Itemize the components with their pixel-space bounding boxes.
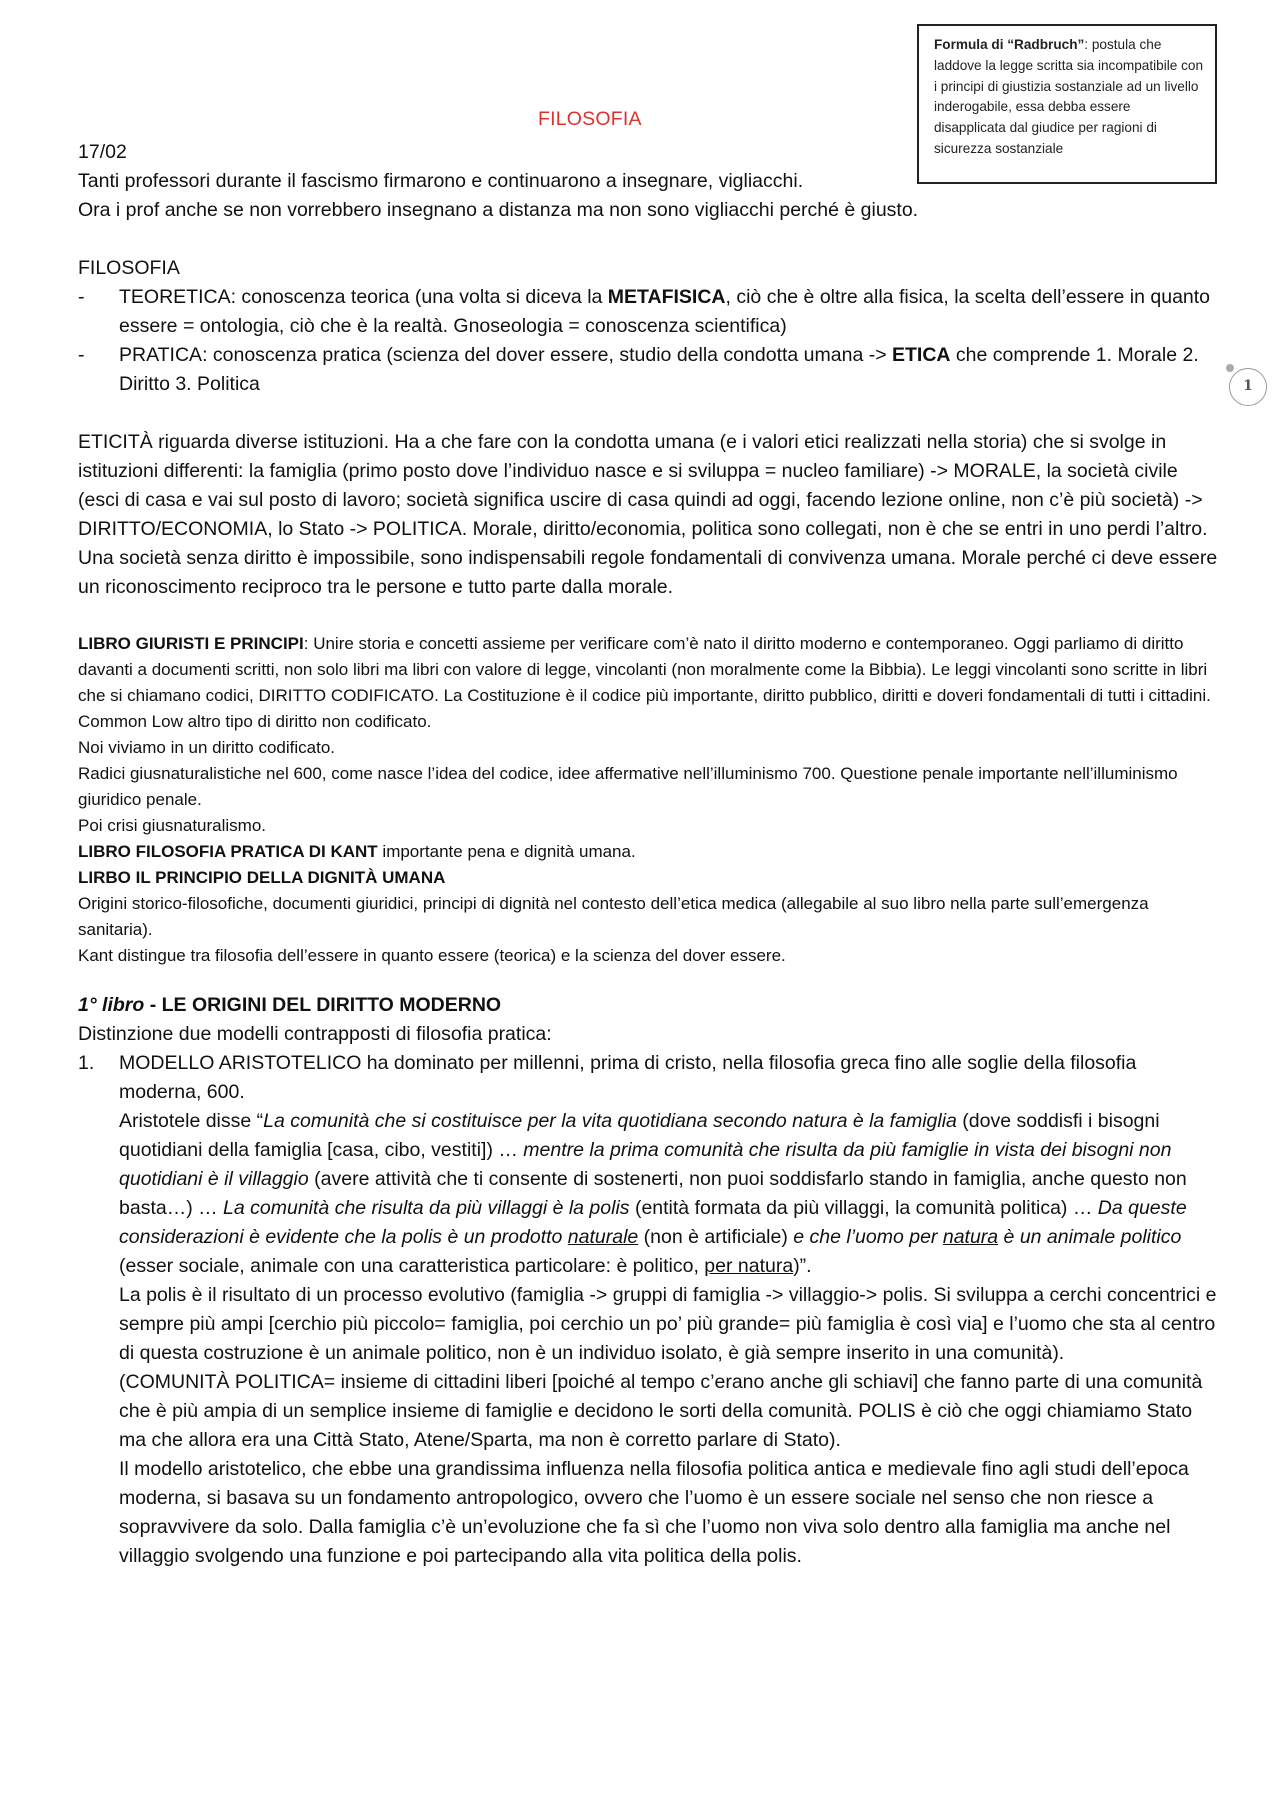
quote-text: Aristotele disse “ bbox=[119, 1110, 264, 1132]
giuristi-label: LIBRO GIURISTI E PRINCIPI bbox=[78, 634, 304, 653]
document-body bbox=[78, 138, 1218, 1571]
list-dash: - bbox=[78, 344, 85, 366]
modelli-list bbox=[78, 1049, 1218, 1571]
list-item-pratica bbox=[78, 341, 1218, 399]
filosofia-heading: FILOSOFIA bbox=[78, 257, 180, 279]
kant-label: LIBRO FILOSOFIA PRATICA DI KANT bbox=[78, 842, 378, 861]
list-item-modello-aristotelico bbox=[78, 1049, 1218, 1571]
filosofia-list bbox=[78, 283, 1218, 399]
primo-libro-title: - LE ORIGINI DEL DIRITTO MODERNO bbox=[144, 994, 502, 1016]
pratica-text-2: che comprende 1. Morale 2. Diritto 3. Politica bbox=[119, 344, 1199, 395]
quote-italic: La comunità che si costituisce per la vita quotidiana secondo natura è la famiglia bbox=[263, 1110, 957, 1132]
kant-distingue-line: Kant distingue tra filosofia dell’essere in quanto essere (teorica) e la scienza del dover essere. bbox=[78, 946, 786, 965]
eticita-paragraph: ETICITÀ riguarda diverse istituzioni. Ha a che fare con la condotta umana (e i valori etici realizzati nella storia) che si svolge in istituzioni differenti: la famiglia (primo posto dove l’individuo nasce e si sviluppa = nucleo familiare) -> MORALE, la società civile (esci di casa e vai sul posto di lavoro; società significa uscire di casa quindi ad oggi, facendo lezione online, non c’è più società) -> DIRITTO/ECONOMIA, lo Stato -> POLITICA. Morale, diritto/economia, politica sono collegati, non è che se entri in uno perdi l’altro. Una società senza diritto è impossibile, sono indispensabili regole fondamentali di convivenza umana. Morale perché ci deve essere un riconoscimento reciproco tra le persone e tutto parte dalla morale. bbox=[78, 431, 1218, 598]
pratica-bold: ETICA bbox=[892, 344, 951, 366]
teoretica-bold: METAFISICA bbox=[607, 286, 726, 308]
origini-paragraph: Origini storico-filosofiche, documenti giuridici, principi di dignità nel contesto dell’etica medica (allegabile al suo libro nella parte sull’emergenza sanitaria). bbox=[78, 894, 1149, 939]
quote-italic: è un animale politico bbox=[998, 1226, 1182, 1248]
quote-italic: Da queste considerazioni è evidente che la polis è un prodotto bbox=[119, 1197, 1187, 1248]
giuristi-text: : Unire storia e concetti assieme per verificare com’è nato il diritto moderno e contemporaneo. Oggi parliamo di diritto davanti a documenti scritti, non solo libri ma libri con valore di legge, vincolanti (non moralmente come la Bibbia). Le leggi vincolanti sono scritte in libri che si chiamano codici, DIRITTO CODIFICATO. La Costituzione è il codice più importante, diritto pubblico, diritti e doveri fondamentali di tutti i cittadini. Common Low altro tipo di diritto non codificato. bbox=[78, 634, 1211, 731]
libri-section bbox=[78, 631, 1218, 969]
quote-text: (esser sociale, animale con una caratteristica particolare: è politico, bbox=[119, 1255, 705, 1277]
margin-note-heading: Formula di “Radbruch” bbox=[934, 37, 1085, 52]
teoretica-text-2: , ciò che è oltre alla fisica, la scelta dell’essere in quanto essere = ontologia, ciò che è la realtà. Gnoseologia = conoscenza scientifica) bbox=[119, 286, 1211, 337]
list-dash: - bbox=[78, 286, 85, 308]
crisi-line: Poi crisi giusnaturalismo. bbox=[78, 816, 267, 835]
quote-italic: mentre la prima comunità che risulta da più famiglie in vista dei bisogni non quotidiani è il villaggio bbox=[119, 1139, 1172, 1190]
primo-libro-italic: 1° libro bbox=[78, 994, 145, 1016]
quote-italic: e che l’uomo per bbox=[793, 1226, 943, 1248]
codificato-line: Noi viviamo in un diritto codificato. bbox=[78, 738, 336, 757]
list-item-teoretica bbox=[78, 283, 1218, 341]
quote-text: (entità formata da più villaggi, la comunità politica) … bbox=[629, 1197, 1098, 1219]
quote-italic: La comunità che risulta da più villaggi è la polis bbox=[223, 1197, 630, 1219]
pratica-text-1: PRATICA: conoscenza pratica (scienza del dover essere, studio della condotta umana -> bbox=[119, 344, 893, 366]
intro-line-2: Ora i prof anche se non vorrebbero insegnano a distanza ma non sono vigliacchi perché è giusto. bbox=[78, 199, 919, 221]
radici-paragraph: Radici giusnaturalistiche nel 600, come nasce l’idea del codice, idee affermative nell’illuminismo 700. Questione penale importante nell’illuminismo giuridico penale. bbox=[78, 764, 1178, 809]
giuristi-paragraph bbox=[78, 631, 1218, 735]
dignita-heading bbox=[78, 865, 1218, 891]
quote-text: )”. bbox=[793, 1255, 812, 1277]
quote-text: (non è artificiale) bbox=[638, 1226, 794, 1248]
kant-line bbox=[78, 839, 1218, 865]
quote-text: (avere attività che ti consente di sostenerti, non puoi soddisfarlo stando in famiglia, anche questo non basta…) … bbox=[119, 1168, 1187, 1219]
date-line: 17/02 bbox=[78, 141, 127, 163]
quote-underline: per natura bbox=[704, 1255, 794, 1277]
list-number: 1. bbox=[78, 1052, 95, 1074]
teoretica-text-1: TEORETICA: conoscenza teorica (una volta si diceva la bbox=[119, 286, 608, 308]
page-title: FILOSOFIA bbox=[538, 108, 642, 130]
aristotele-quote bbox=[119, 1107, 1218, 1281]
modello-heading: MODELLO ARISTOTELICO ha dominato per millenni, prima di cristo, nella filosofia greca fino alle soglie della filosofia moderna, 600. bbox=[119, 1052, 1137, 1103]
polis-paragraph: La polis è il risultato di un processo evolutivo (famiglia -> gruppi di famiglia -> villaggio-> polis. Si sviluppa a cerchi concentrici e sempre più ampi [cerchio più piccolo= famiglia, poi cerchio un po’ più grande= più famiglia è così via] e l’uomo che sta al centro di questa costruzione è un animale politico, non è un individuo isolato, è già sempre inserito in una comunità). bbox=[119, 1284, 1217, 1364]
intro-line-1: Tanti professori durante il fascismo firmarono e continuarono a insegnare, vigliacchi. bbox=[78, 170, 804, 192]
distinzione-line: Distinzione due modelli contrapposti di filosofia pratica: bbox=[78, 1023, 552, 1045]
margin-note-text: : postula che laddove la legge scritta sia incompatibile con i principi di giustizia sostanziale ad un livello inderogabile, essa debba essere disapplicata dal giudice per ragioni di sicurezza sostanziale bbox=[934, 37, 1204, 156]
modello-finale-paragraph: Il modello aristotelico, che ebbe una grandissima influenza nella filosofia politica antica e medievale fino agli studi dell’epoca moderna, si basava su un fondamento antropologico, ovvero che l’uomo è un essere sociale nel senso che non riesce a sopravvivere da solo. Dalla famiglia c’è un’evoluzione che fa sì che l’uomo non viva solo dentro alla famiglia ma anche nel villaggio svolgendo una funzione e poi partecipando alla vita politica della polis. bbox=[119, 1458, 1189, 1567]
primo-libro-heading bbox=[78, 991, 1218, 1020]
comunita-politica-paragraph: (COMUNITÀ POLITICA= insieme di cittadini liberi [poiché al tempo c’erano anche gli schiavi] che fanno parte di una comunità che è più ampia di un semplice insieme di famiglie e decidono le sorti della comunità. POLIS è ciò che oggi chiamiamo Stato ma che allora era una Città Stato, Atene/Sparta, ma non è corretto parlare di Stato). bbox=[119, 1371, 1203, 1451]
comment-marker[interactable]: 1 bbox=[1229, 368, 1267, 406]
quote-underline: naturale bbox=[567, 1226, 639, 1248]
quote-underline: natura bbox=[942, 1226, 999, 1248]
comment-anchor-dot bbox=[1226, 364, 1234, 372]
kant-text: importante pena e dignità umana. bbox=[377, 842, 636, 861]
dignita-label: LIRBO IL PRINCIPIO DELLA DIGNITÀ UMANA bbox=[78, 868, 446, 887]
quote-text: (dove soddisfi i bisogni quotidiani della famiglia [casa, cibo, vestiti]) … bbox=[119, 1110, 1160, 1161]
